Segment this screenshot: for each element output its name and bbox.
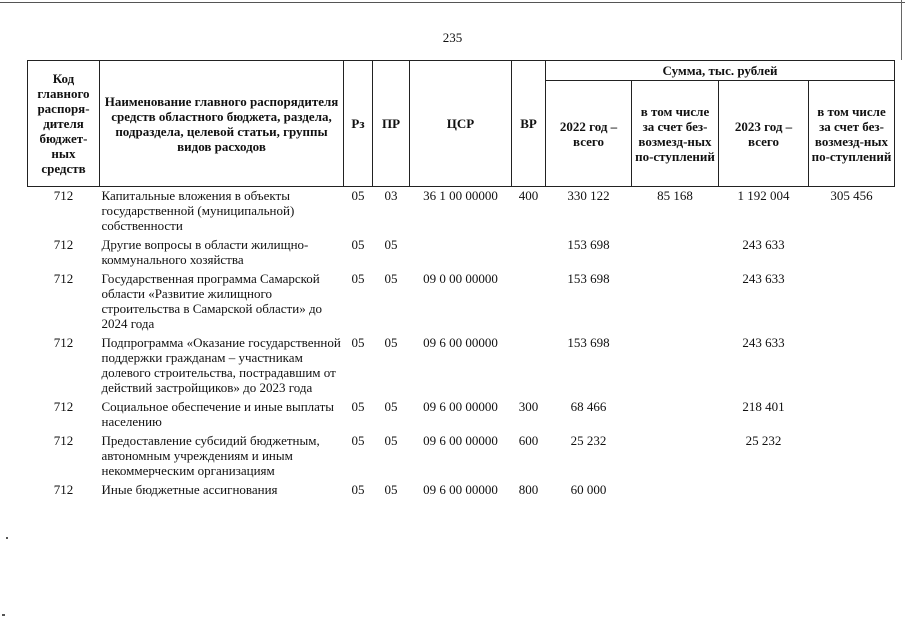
row-2022-grants: [632, 398, 719, 432]
budget-table: [27, 60, 895, 500]
header-name: Наименование главного распорядителя средств областного бюджета, раздела, подраздела, целевой статьи, группы видов расходов: [100, 61, 344, 187]
row-rz: 05: [351, 188, 365, 203]
row-2023-total: [719, 481, 809, 500]
row-2023-total: 243 633: [742, 271, 785, 286]
row-2022-grants: [632, 481, 719, 500]
row-2023-grants: [809, 481, 895, 500]
row-pr: 03: [384, 188, 398, 203]
page-number: 235: [442, 30, 463, 45]
row-2022-grants: [632, 432, 719, 481]
row-2022-total: 153 698: [567, 237, 610, 252]
header-2022-grants: в том числе за счет без-возмезд-ных по-ступлений: [632, 81, 719, 187]
row-pr: 05: [384, 399, 398, 414]
row-code: 712: [53, 335, 74, 350]
row-name: Государственная программа Самарской области «Развитие жилищного строительства в Самарской области» до 2024 года: [101, 271, 323, 331]
row-pr: 05: [384, 482, 398, 497]
row-code: 712: [53, 188, 74, 203]
row-2023-grants: [809, 432, 895, 481]
row-vr: [512, 334, 546, 398]
row-vr: [512, 270, 546, 334]
row-name: Другие вопросы в области жилищно-коммунального хозяйства: [101, 237, 309, 267]
row-2023-grants: [809, 270, 895, 334]
top-border-line: [0, 2, 905, 3]
row-code: 712: [53, 433, 74, 448]
row-pr: 05: [384, 335, 398, 350]
row-csr: 09 6 00 00000: [423, 399, 498, 414]
row-2022-total: 153 698: [567, 335, 610, 350]
table-row: [28, 187, 895, 237]
scan-speck: [2, 614, 5, 616]
row-csr: 09 6 00 00000: [423, 433, 498, 448]
row-csr: [410, 236, 512, 270]
row-pr: 05: [384, 433, 398, 448]
row-csr: 09 0 00 00000: [423, 271, 498, 286]
header-code: Код главного распоря-дителя бюджет-ных средств: [28, 61, 100, 187]
row-2022-total: 60 000: [570, 482, 607, 497]
row-csr: 09 6 00 00000: [423, 482, 498, 497]
row-csr: 36 1 00 00000: [423, 188, 498, 203]
row-pr: 05: [384, 271, 398, 286]
row-2023-total: 243 633: [742, 335, 785, 350]
table-row: [28, 432, 895, 481]
row-name: Капитальные вложения в объекты государственной (муниципальной) собственности: [101, 188, 295, 233]
header-vr: ВР: [512, 61, 546, 187]
row-rz: 05: [351, 335, 365, 350]
row-vr: 800: [518, 482, 539, 497]
row-2023-grants: [809, 236, 895, 270]
row-vr: 300: [518, 399, 539, 414]
row-2022-grants: [632, 334, 719, 398]
row-name: Социальное обеспечение и иные выплаты населению: [101, 399, 335, 429]
row-code: 712: [53, 237, 74, 252]
row-2022-grants: [632, 270, 719, 334]
row-2023-grants: [809, 398, 895, 432]
table-row: [28, 236, 895, 270]
row-2022-total: 68 466: [570, 399, 607, 414]
header-2022-total: 2022 год – всего: [546, 81, 632, 187]
row-vr: 400: [518, 188, 539, 203]
header-2023-total: 2023 год – всего: [719, 81, 809, 187]
row-2022-total: 153 698: [567, 271, 610, 286]
row-vr: [512, 236, 546, 270]
row-vr: 600: [518, 433, 539, 448]
row-pr: 05: [384, 237, 398, 252]
header-rz: Рз: [344, 61, 373, 187]
row-2022-grants: [632, 236, 719, 270]
header-csr: ЦСР: [410, 61, 512, 187]
row-2022-total: 330 122: [567, 188, 610, 203]
row-2023-grants: 305 456: [830, 188, 873, 203]
row-2022-grants: 85 168: [657, 188, 693, 203]
table-row: [28, 481, 895, 500]
row-name: Иные бюджетные ассигнования: [101, 482, 278, 497]
header-2023-grants: в том числе за счет без-возмезд-ных по-ступлений: [809, 81, 895, 187]
table-row: [28, 334, 895, 398]
table-row: [28, 270, 895, 334]
table-row: [28, 398, 895, 432]
row-code: 712: [53, 482, 74, 497]
row-2023-total: 1 192 004: [737, 188, 790, 203]
header-pr: ПР: [373, 61, 410, 187]
header-sum-group: Сумма, тыс. рублей: [546, 61, 895, 81]
row-rz: 05: [351, 433, 365, 448]
row-rz: 05: [351, 271, 365, 286]
table-header: [28, 61, 895, 187]
row-rz: 05: [351, 482, 365, 497]
row-2023-total: 25 232: [745, 433, 782, 448]
row-code: 712: [53, 271, 74, 286]
table-body: [28, 187, 895, 501]
row-name: Подпрограмма «Оказание государственной поддержки гражданам – участникам долевого строительства, пострадавшим от действий застройщиков» до 2023 года: [101, 335, 341, 395]
row-2023-total: 218 401: [742, 399, 785, 414]
row-rz: 05: [351, 237, 365, 252]
row-2023-total: 243 633: [742, 237, 785, 252]
scan-speck: [6, 537, 8, 539]
row-2022-total: 25 232: [570, 433, 607, 448]
row-rz: 05: [351, 399, 365, 414]
row-csr: 09 6 00 00000: [423, 335, 498, 350]
row-2023-grants: [809, 334, 895, 398]
row-name: Предоставление субсидий бюджетным, автономным учреждениям и иным некоммерческим организациям: [101, 433, 320, 478]
row-code: 712: [53, 399, 74, 414]
